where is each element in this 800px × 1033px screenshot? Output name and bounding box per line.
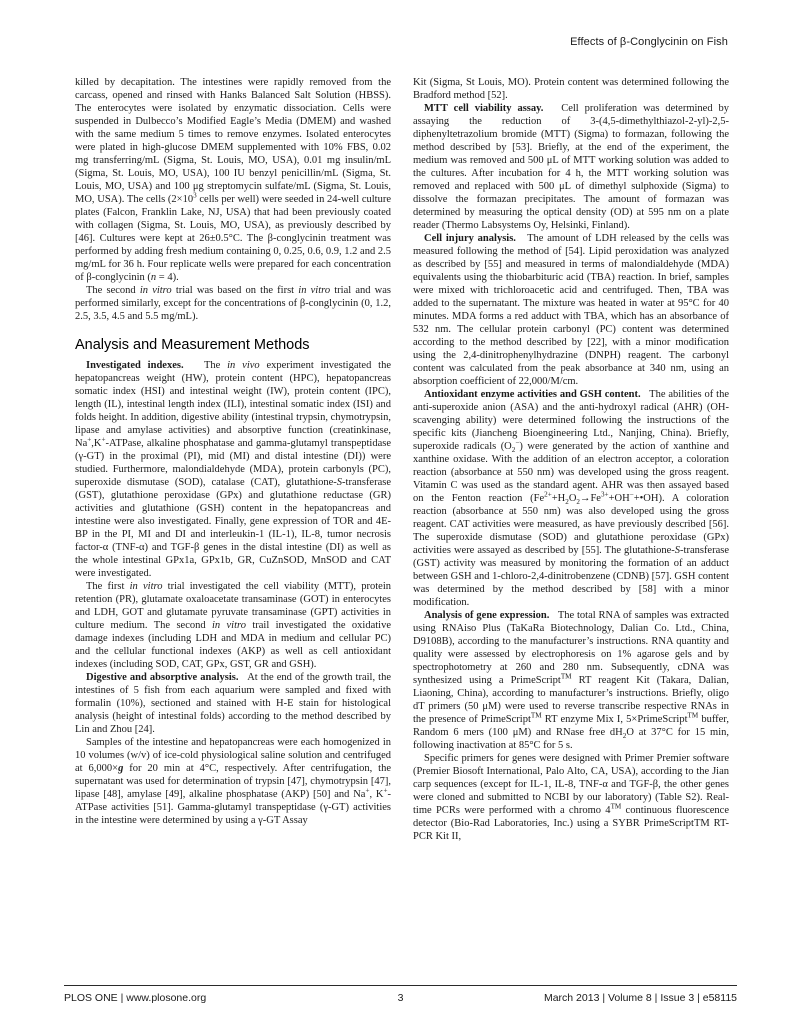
section-heading: Analysis and Measurement Methods: [75, 337, 310, 353]
article-body: [75, 76, 730, 981]
paragraph: Investigated indexes. The in vivo experiment investigated the hepatopancreas weight (HW), protein content (HPC), hepatopancreas somatic index (HSI) and intestinal weight (IW), protein content (IPC), length (IL), intestinal length index (ILI), intestinal somatic index (ISI) and folds height. In addition, digestive ability (intestinal trypsin, chymotrypsin, lipase and amylase activities) and absorptive function (creatinkinase, Na+,K+-ATPase, alkaline phosphatase and gamma-glutamyl transpeptidase (γ-GT) in the proximal (PI), mid (MI) and distal intestine (DI)) were studied. Furthermore, malondialdehyde (MDA), protein carbonyls (PC), superoxide dismutase (SOD), catalase (CAT), glutathione-S-transferase (GST), glutathione peroxidase (GPx) and glutathione reductase (GR) activities and glutathione (GSH) content in the hepatopancreas and intestine were also investigated. Finally, gene expression of TOR and 4E-BP in the PI, MI and DI and interleukin-1 (IL-1), IL-8, tumor necrosis factor-α (TNF-α) and TGF-β genes in the distal intestine (DI) as well as the whole intestinal GPx1a, GPx1b, GR, CuZnSOD, MnSOD and CAT were investigated.: [75, 360, 392, 579]
paragraph: Specific primers for genes were designed with Primer Premier software (Premier Biosoft International, Palo Alto, CA, USA), according to the Jian carp sequences (except for IL-1, IL-8, TNF-α and TGF-β, the other genes were cloned and submitted to NCBI by our laboratory) (Table S2). Real-time PCRs were performed with a chromo 4™ continuous fluorescence detector (Bio-Rad Laboratories, Inc.) using a SYBR PrimeScriptTM RT-PCR Kit II,: [413, 753, 730, 842]
footer-page-number: 3: [397, 992, 404, 1004]
paragraph: Antioxidant enzyme activities and GSH content. The abilities of the anti-superoxide anion (ASA) and the anti-hydroxyl radical (AHR) (OH-scavenging ability) were determined following the instructions of the specific kits (Jiancheng Bioengineering Ltd., Nanjing, China). Briefly, superoxide radicals $(O_2^-)$ were generated by the action of xanthine and xanthine oxidase. With the addition of an electron acceptor, a coloration reaction (absorbance at 550 nm) was developed using the gross reagent. Vitamin C was used as the standard agent. AHR was then assayed based on the Fenton reaction $(Fe^{2+}+H_2O_2\to Fe^{3+}+OH^-+•OH)$. A coloration reaction (absorbance at 550 nm) was also developed using the gross reagent. CAT activities were measured, as have previously described [56]. The superoxide dismutase (SOD) and glutathione peroxidase (GPx) activities were assayed as described by [55]. The glutathione-S-transferase (GST) activity was measured by monitoring the formation of an adduct between GSH and 1-chloro-2,4-dinitrobenzene (CDNB) [57]. GSH content was determined by the method described by [58] with a minor modification.: [413, 389, 730, 608]
paragraph: MTT cell viability assay. Cell proliferation was determined by assaying the reduction of 3-(4,5-dimethylthiazol-2-yl)-2,5-diphenyltetrazolium bromide (MTT) (Sigma) to formazan, following the method described by [53]. Briefly, at the end of the experiment, the medium was removed and 500 μL of MTT working solution was added to the cultures. After incubation for 4 h, the MTT working solution was removed and replaced with 500 μL of dimethyl sulphoxide (Sigma) to dissolve the formazan precipitates. The amount of formazan was determined by measuring the optical density (OD) at 595 nm on a plate reader (Thermo Labsystems Oy, Helsinki, Finland).: [413, 103, 729, 231]
footer: [64, 992, 737, 1004]
paragraph: killed by decapitation. The intestines were rapidly removed from the carcass, opened and rinsed with Hanks Balanced Salt Solution (HBSS). The enterocytes were isolated by enzymatic dissociation. Cells were suspended in Dulbecco’s Modified Eagle’s Media (DMEM) and washed with the same medium 5 times to remove enzymes. Isolated enterocytes were plated in high-glucose DMEM supplemented with 10% FBS, 0.02 mg transferring/mL (Sigma, St. Louis, MO, USA), 0.01 mg insulin/mL (Sigma, St. Louis, MO, USA), 100 IU benzyl penicillin/mL (Sigma, St. Louis, MO, USA) and 100 μg streptomycin sulfate/mL (Sigma, St. Louis, MO, USA). The cells ($2\times 10^3$ cells per well) were seeded in 24-well culture plates (Falcon, Franklin Lake, NJ, USA) that had been previously coated with collagen (Sigma, St. Louis, MO, USA), as previously described by [46]. Cultures were kept at 26±0.5°C. The β-conglycinin treatment was performed by adding fresh medium containing 0, 0.25, 0.6, 0.9, 1.2 and 2.5 mg/mL for 36 h. Four replicate wells were prepared for each concentration of β-conglycinin (n = 4).: [75, 77, 391, 283]
column-right: [413, 76, 729, 981]
paragraph: Kit (Sigma, St Louis, MO). Protein content was determined following the Bradford method [52].: [413, 77, 729, 101]
paragraph: Digestive and absorptive analysis. At the end of the growth trail, the intestines of 5 fish from each aquarium were sampled and fixed with formalin (10%), sectioned and stained with H-E stain for histological analysis (height of intestinal folds) according to the method described by Lin and Zhou [24].: [75, 672, 391, 735]
footer-rule: [64, 985, 737, 986]
paragraph: The second in vitro trial was based on the first in vitro trial and was performed similarly, except for the concentrations of β-conglycinin (0, 1.2, 2.5, 3.5, 4.5 and 5.5 mg/mL).: [75, 285, 392, 322]
footer-journal: PLOS ONE | www.plosone.org: [64, 992, 207, 1004]
paragraph: Analysis of gene expression. The total RNA of samples was extracted using RNAiso Plus (TaKaRa Biotechnology, Dalian Co. Ltd., China, D9108B), according to the manufacturer’s instructions. RNA quantity and quality were assessed by electrophoresis on 1% agarose gels and by spectrophotometry at 260 and 280 nm. Subsequently, cDNA was synthesized using a PrimeScript™ RT reagent Kit (Takara, Dalian, Liaoning, China), according to manufacturer’s instructions. Briefly, oligo dT primers (50 μM) were used to reverse transcribe respective RNAs in the presence of PrimeScript™ RT enzyme Mix I, 5×PrimeScript™ buffer, Random 6 mers (100 μM) and RNase free $dH_2O$ at 37°C for 15 min, following inactivation at 85°C for 5 s.: [413, 610, 729, 751]
column-left: [75, 76, 391, 981]
footer-issue-info: March 2013 | Volume 8 | Issue 3 | e58115: [543, 992, 737, 1004]
running-head: Effects of β-Conglycinin on Fish: [570, 36, 728, 48]
paragraph: Cell injury analysis. The amount of LDH released by the cells was measured following the method of [54]. Lipid peroxidation was analyzed as described by [55] and measured in terms of malondialdehyde (MDA) equivalents using the thiobarbituric acid (TBA) reaction. In brief, samples were mixed with trichloroacetic acid and centrifuged. Then, TBA was added to the supernatant. The mixture was heated in water at 95°C for 40 minutes. MDA forms a red adduct with TBA, which has an absorbance of 532 nm. The cellular protein carbonyl (PC) content was determined according to the method described by [22], with a minor modification using the 2,4-dinitrophenylhydrazine (DNPH) reagent. The carbonyl content was calculated from the peak absorbance at 340 nm, using an absorption coefficient of 22,000/M/cm.: [413, 233, 729, 387]
paragraph: Samples of the intestine and hepatopancreas were each homogenized in 10 volumes (w/v) of ice-cold physiological saline solution and centrifuged at 6,000×g for 20 min at 4°C, respectively. After centrifugation, the supernatant was used for determination of trypsin [47], chymotrypsin [47], lipase [48], amylase [49], alkaline phosphatase (AKP) [50] and Na+, K+-ATPase activities [51]. Gamma-glutamyl transpeptidase (γ-GT) activities in the intestine were determined by using a γ-GT Assay: [75, 737, 392, 826]
paragraph: The first in vitro trial investigated the cell viability (MTT), protein retention (PR), glutamate oxaloacetate transaminase (GOT) in enterocytes and LDH, GOT and glutamate pyruvate transaminase (GPT) activities in culture medium. The second in vitro trail investigated the oxidative damage indexes (including LDH and MDA in medium and cellular PC) and the cellular functional indexes (AKP) as well as cell antioxidant indexes (including SOD, CAT, GPx, GST, GR and GSH).: [75, 581, 392, 670]
